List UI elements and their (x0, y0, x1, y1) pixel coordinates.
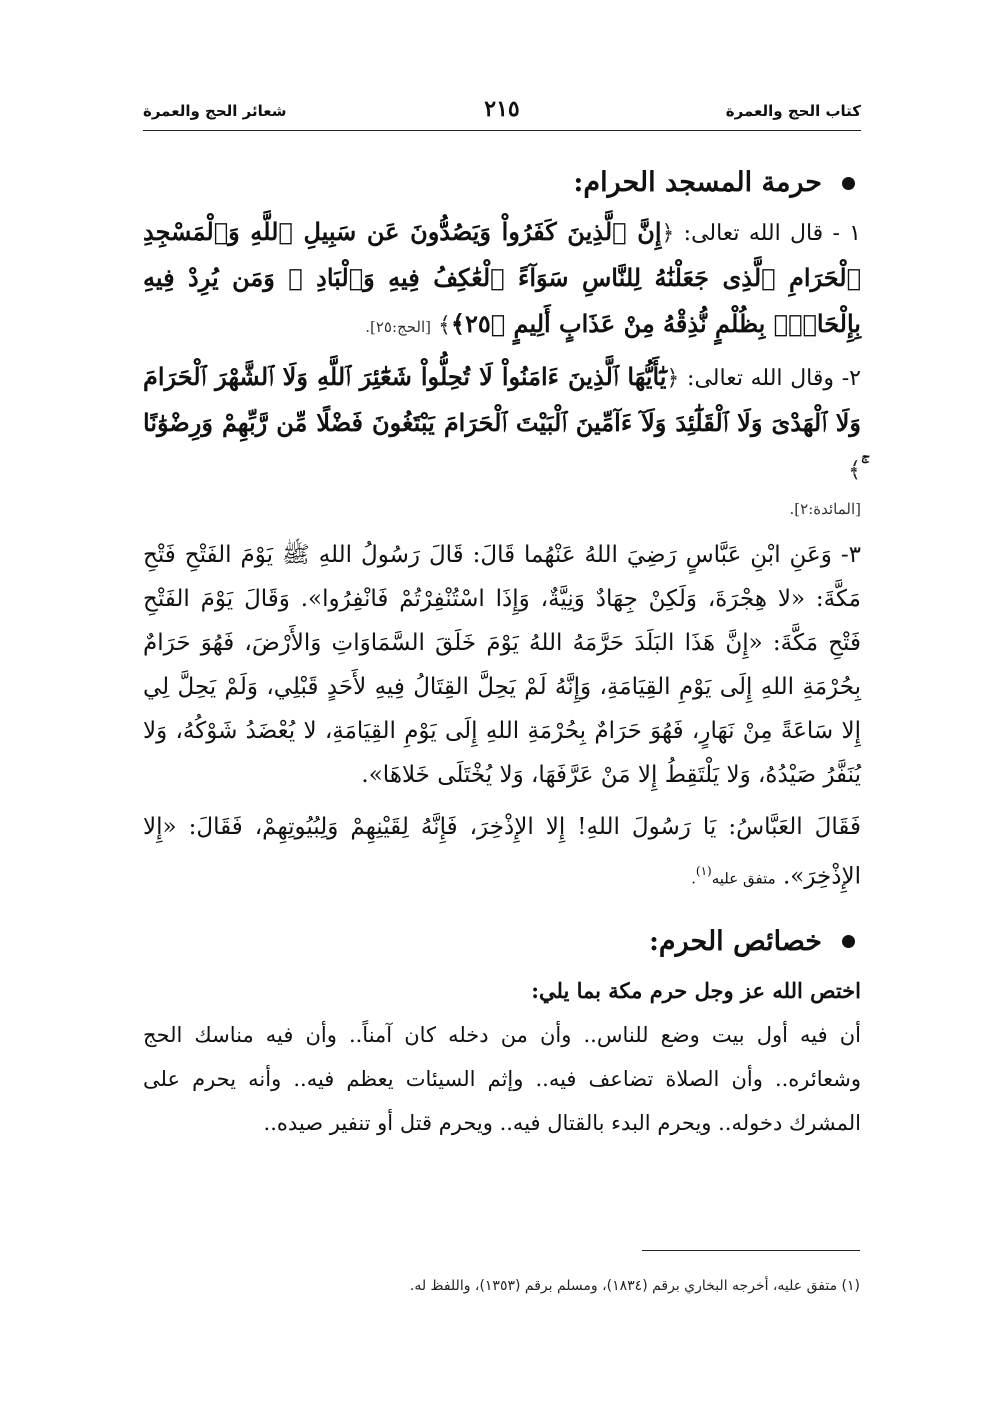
hadith-continuation: فَقَالَ العَبَّاسُ: يَا رَسُولَ اللهِ! إِلا الإِذْخِرَ، فَإِنَّهُ لِقَيْنِهِمْ وَلِبُيُوتِهِمْ، فَقَالَ: «إِلا الإِذْخِرَ». متفق عليه$^{(١)}$. (143, 814, 861, 890)
hadith-continuation-text: فَقَالَ العَبَّاسُ: يَا رَسُولَ اللهِ! إِلا الإِذْخِرَ، فَإِنَّهُ لِقَيْنِهِمْ وَلِبُيُوتِهِمْ، فَقَالَ: «إِلا الإِذْخِرَ». (143, 814, 861, 890)
footnote-separator (642, 1250, 860, 1251)
verse-lead: قال الله تعالى: (683, 221, 824, 246)
running-header (143, 96, 861, 131)
section-heading-haram-features (143, 919, 861, 965)
quran-verse: يَٰٓأَيُّهَا ٱلَّذِينَ ءَامَنُواْ لَا تُحِلُّواْ شَعَٰٓئِرَ ٱللَّهِ وَلَا ٱلشَّهْرَ ٱلْحَرَامَ وَلَا ٱلْهَدْىَ وَلَا ٱلْقَلَٰٓئِدَ وَلَآ ءَآمِّينَ ٱلْبَيْتَ ٱلْحَرَامَ يَبْتَغُونَ فَضْلًا مِّن رَّبِّهِمْ وَرِضْوَٰنًا (143, 362, 861, 437)
section-heading-text: خصائص الحرم: (648, 925, 822, 957)
footnote-marker: (١) (695, 864, 712, 878)
book-title: كتاب الحج والعمرة (725, 102, 861, 120)
quran-close-bracket: ﴾ (848, 458, 861, 483)
bullet-icon (842, 935, 855, 948)
verse-item-1 (143, 210, 861, 349)
verse-citation-line (143, 493, 861, 525)
verse-item-2 (143, 355, 861, 493)
chapter-title: شعائر الحج والعمرة (143, 102, 287, 120)
bullet-icon (842, 177, 855, 190)
footnote: (١) متفق عليه، أخرجه البخاري برقم (١٨٣٤)، ومسلم برقم (١٣٥٣)، واللفظ له. (409, 1278, 860, 1294)
section-heading-sanctity (143, 160, 861, 206)
item-number: ١ - (832, 221, 861, 246)
item-number: ٣- (840, 542, 861, 568)
page-body (143, 160, 861, 1145)
section-body: أن فيه أول بيت وضع للناس.. وأن من دخله كان آمناً.. وأن فيه مناسك الحج وشعائره.. وأن الصلاة تضاعف فيه.. وإثم السيئات يعظم فيه.. وأنه يحرم على المشرك دخوله.. ويحرم البدء بالقتال فيه.. ويحرم قتل أو تنفير صيده.. (143, 1022, 861, 1135)
verse-citation: [المائدة:٢]. (789, 500, 861, 518)
quran-verse: إِنَّ ٱلَّذِينَ كَفَرُواْ وَيَصُدُّونَ عَن سَبِيلِ ٱللَّهِ وَٱلْمَسْجِدِ ٱلْحَرَامِ ٱلَّذِى جَعَلْنَٰهُ لِلنَّاسِ سَوَآءً ٱلْعَٰكِفُ فِيهِ وَٱلْبَادِ ۚ وَمَن يُرِدْ فِيهِ بِإِلْحَادٍۭ بِظُلْمٍ نُّذِقْهُ مِنْ عَذَابٍ أَلِيمٍ ﴿٢٥﴾ (143, 217, 861, 338)
section-intro: اختص الله عز وجل حرم مكة بما يلي: (531, 977, 861, 1003)
quran-close-bracket: ﴾ (438, 313, 451, 338)
verse-citation: [الحج:٢٥]. (365, 318, 431, 336)
section-heading-text: حرمة المسجد الحرام: (573, 167, 822, 198)
hadith-item-3 (143, 533, 861, 797)
item-number: ٢- (841, 366, 861, 391)
verse-lead: وقال الله تعالى: (687, 366, 835, 391)
hadith-source: متفق عليه (711, 869, 776, 888)
hadith-text: وَعَنِ ابْنِ عَبَّاسٍ رَضِيَ اللهُ عَنْهُما قَالَ: قَالَ رَسُولُ اللهِ ﷺ يَوْمَ الفَتْحِ فَتْحِ مَكَّةَ: «لا هِجْرَةَ، وَلَكِنْ جِهَادٌ وَنِيَّةٌ، وَإِذَا اسْتُنْفِرْتُمْ فَانْفِرُوا». وَقَالَ يَوْمَ الفَتْحِ فَتْحِ مَكَّةَ: «إِنَّ هَذَا البَلَدَ حَرَّمَهُ اللهُ يَوْمَ خَلَقَ السَّمَاوَاتِ وَالأَرْضَ، فَهُوَ حَرَامٌ بِحُرْمَةِ اللهِ إِلَى يَوْمِ القِيَامَةِ، وَإِنَّهُ لَمْ يَحِلَّ القِتَالُ فِيهِ لأَحَدٍ قَبْلِي، وَلَمْ يَحِلَّ لِي إِلا سَاعَةً مِنْ نَهَارٍ، فَهُوَ حَرَامٌ بِحُرْمَةِ اللهِ إِلَى يَوْمِ القِيَامَةِ، لا يُعْضَدُ شَوْكُهُ، وَلا يُنَفَّرُ صَيْدُهُ، وَلا يَلْتَقِطُ إِلا مَنْ عَرَّفَهَا، وَلا يُخْتَلَى خَلاهَا». (143, 542, 861, 788)
quran-open-bracket: ﴿ (661, 221, 675, 246)
page-number: ٢١٥ (484, 96, 520, 122)
quran-open-bracket: ﴿ (666, 366, 680, 391)
